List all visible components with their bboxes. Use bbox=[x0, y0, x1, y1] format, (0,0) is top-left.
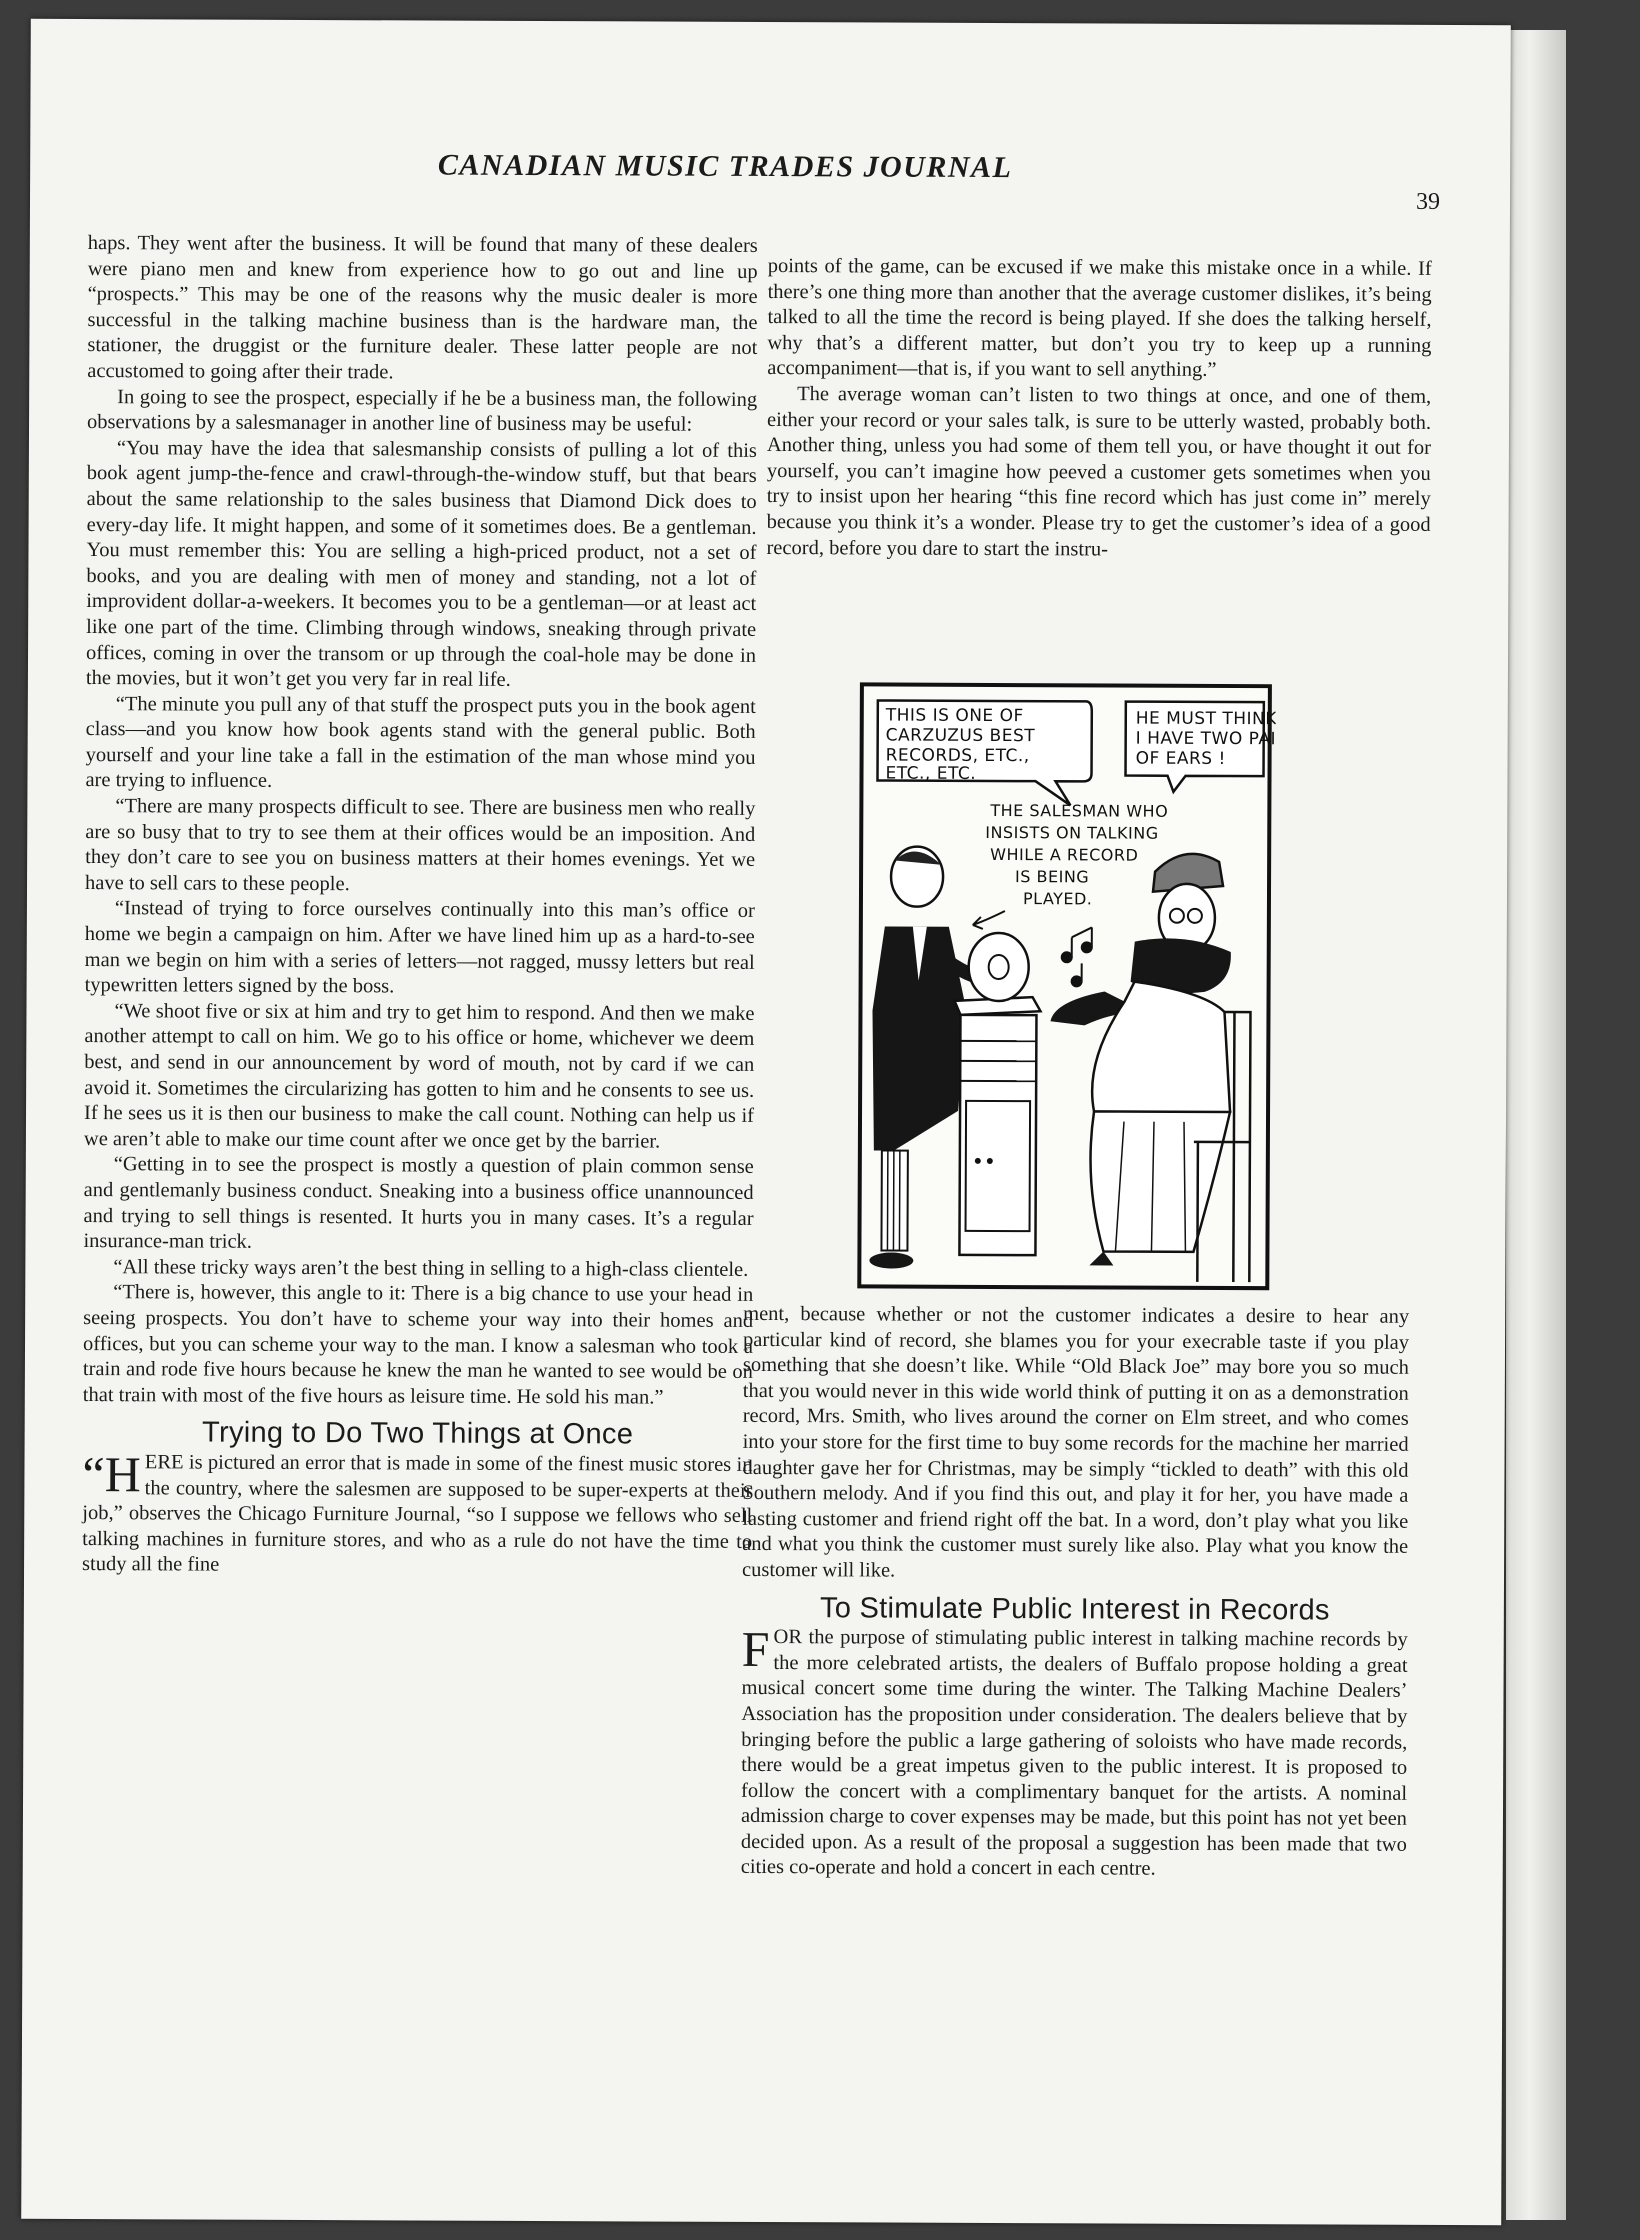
paragraph: haps. They went after the business. It will be found that many of these dealers were piano men and knew from experience how to go out and line up “prospects.” This may be one of the reasons why the music dealer is more successful in the talking machine business than is the hardware man, the stationer, the druggist or the furniture dealer. These latter people are not accustomed to going after their trade. bbox=[87, 232, 758, 384]
drop-cap: “H bbox=[82, 1445, 141, 1503]
caption-line: IS BEING bbox=[1015, 867, 1090, 887]
paragraph: ment, because whether or not the customer indicates a desire to hear any particular kind of record, she blames you for your execrable taste if you play something that she doesn’t like. While “Old Black Joe” may bore you so much that you would never in this wide world think of putting it on as a demonstration record, Mrs. Smith, who lives around the corner on Elm street, and who comes into your store for the first time to buy some records for the machine her married daughter gave her for Christmas, may be simply “tickled to death” with this old Southern melody. And if you find this out, and play it for her, you have made a lasting customer and friend right off the bat. In a word, don’t play what you like and what you think the customer must surely like also. Play what you know the customer will like. bbox=[741, 1302, 1410, 1582]
paragraph: “You may have the idea that salesmanship consists of pulling a lot of this book agent jump-the-fence and crawl-through-the-window stuff, but that bears about the same relationship to the sales business that Diamond Dick does to every-day life. It might happen, and some of it sometimes does. Be a gentleman. You must remember this: You are selling a high-priced product, not a set of books, and you are dealing with men of money and standing, not a lot of improvident dollar-a-weekers. It becomes you to be a gentleman—or at least act like one part of the time. Climbing through windows, sneaking through private offices, coming in over the transom or up through the coal-hole may be done in the movies, but it won’t get you very far in real life. bbox=[85, 436, 757, 691]
bubble-left-line: CARZUZUS BEST bbox=[885, 725, 1036, 747]
cartoon-drawing bbox=[853, 680, 1276, 1294]
section-heading: Trying to Do Two Things at Once bbox=[202, 1416, 634, 1451]
page-number: 39 bbox=[1415, 188, 1441, 215]
bubble-left-line: RECORDS, ETC., bbox=[885, 745, 1030, 767]
right-column-top bbox=[766, 254, 1431, 564]
section-text: ERE is pictured an error that is made in some of the finest music stores in the country, where the salesmen are supposed to be super-experts at their job,” observes the Chicago Furniture Journal, “so I suppose we fellows who sell talking machines in furniture stores, and who as a rule do not have the time to study all the fine bbox=[82, 1451, 753, 1576]
section-heading: To Stimulate Public Interest in Records bbox=[819, 1591, 1330, 1626]
bubble-right-line: I HAVE TWO PAIR bbox=[1135, 728, 1276, 750]
bubble-right-line: HE MUST THINK bbox=[1135, 708, 1276, 730]
page-header bbox=[30, 147, 1510, 215]
caption-line: THE SALESMAN WHO bbox=[990, 800, 1169, 821]
bubble-right-line: OF EARS ! bbox=[1135, 748, 1226, 770]
cartoon-illustration bbox=[853, 680, 1276, 1294]
paragraph: “We shoot five or six at him and try to get him to respond. And then we make another attempt to call on him. We go to his office or home, whichever we deem best, and send in our announcement by word of mouth, not by card if we can avoid it. Sometimes the circularizing has gotten to him and he consents to see us. If he sees us it is then our business to make the call count. Nothing can help us if we aren’t able to make our time count after we once get by the barrier. bbox=[83, 999, 755, 1153]
paragraph: In going to see the prospect, especially if he be a business man, the following observations by a salesmanager in another line of business may be useful: bbox=[86, 385, 758, 436]
section-text: OR the purpose of stimulating public interest in talking machine records by the more celebrated artists, the dealers of Buffalo propose holding a great musical concert some time during the winter. The Talking Machine Dealers’ Association has the proposition under consideration. The dealers believe that by bringing before the public a large gathering of soloists who have made records, there would be a great impetus given to the public interest. It is proposed to follow the concert with a complimentary banquet for the artists. A nominal admission charge to cover expenses may be made, but this point has not yet been decided upon. As a result of the proposal a suggestion has been made that two cities co-operate and hold a concert in each centre. bbox=[740, 1626, 1408, 1881]
right-column-bottom bbox=[741, 1302, 1410, 1884]
left-column bbox=[82, 231, 758, 1581]
paragraph: “There are many prospects difficult to see. There are business men who really are so busy that to try to see them at their offices would be an imposition. And they don’t care to see you on business matters at their homes evenings. Yet we have to sell cars to these people. bbox=[84, 795, 756, 896]
paragraph: “Instead of trying to force ourselves continually into this man’s office or home we begin a campaign on him. After we have lined him up as a hard-to-see man we begin on him with a series of letters—not ragged, mussy letters but real typewritten letters signed by the boss. bbox=[84, 897, 755, 998]
caption-line: WHILE A RECORD bbox=[990, 844, 1139, 865]
drop-cap: F bbox=[741, 1621, 770, 1678]
section-paragraph bbox=[82, 1445, 753, 1581]
paragraph: points of the game, can be excused if we make this mistake once in a while. If there’s one thing more than another that the average customer dislikes, it’s being talked to all the time the record is being played. If she does the talking herself, why that’s a different matter, but don’t you try to keep up a running accompaniment—that is, if you want to sell anything.” bbox=[767, 254, 1432, 382]
record-disc bbox=[969, 933, 1029, 1001]
paragraph: “The minute you pull any of that stuff the prospect puts you in the book agent class—and you know how book agents stand with the general public. Both yourself and your line take a fall in the estimation of the man whose mind you are trying to influence. bbox=[85, 692, 756, 793]
bubble-left-line: THIS IS ONE OF bbox=[885, 705, 1024, 727]
paragraph: “Getting in to see the prospect is mostly a question of plain common sense and gentlemanly business conduct. Sneaking into a business office unannounced and trying to sell things is resented. It hurts you in many cases. It’s a regular insurance-man trick. bbox=[83, 1153, 754, 1253]
paragraph: The average woman can’t listen to two things at once, and one of them, either your record or your sales talk, is sure to be utterly wasted, probably both. Another thing, unless you had some of them tell you, or have thought it out for yourself, you can’t imagine how peeved a customer gets sometimes when you try to insist upon her hearing “this fine record which has just come in” merely because you think it’s a wonder. Please try to get the customer’s idea of a good record, before you dare to start the instru- bbox=[766, 383, 1432, 561]
bubble-left-line: ETC., ETC. bbox=[885, 763, 977, 784]
caption-line: PLAYED. bbox=[1022, 889, 1093, 909]
magazine-page bbox=[21, 19, 1511, 2225]
paragraph: “All these tricky ways aren’t the best thing in selling to a high-class clientele. bbox=[113, 1255, 749, 1281]
journal-title: CANADIAN MUSIC TRADES JOURNAL bbox=[437, 148, 1013, 185]
section-paragraph bbox=[740, 1621, 1408, 1884]
page-edge bbox=[1506, 30, 1566, 2220]
caption-line: INSISTS ON TALKING bbox=[985, 822, 1159, 843]
paragraph: “There is, however, this angle to it: There is a big chance to use your head in seeing prospects. You don’t have to scheme your way into their homes and offices, but you can scheme your way to the man. I know a salesman who took a train and rode five hours because he knew the man he wanted to see would be on that train with most of the five hours as leisure time. He sold his man.” bbox=[82, 1281, 754, 1409]
